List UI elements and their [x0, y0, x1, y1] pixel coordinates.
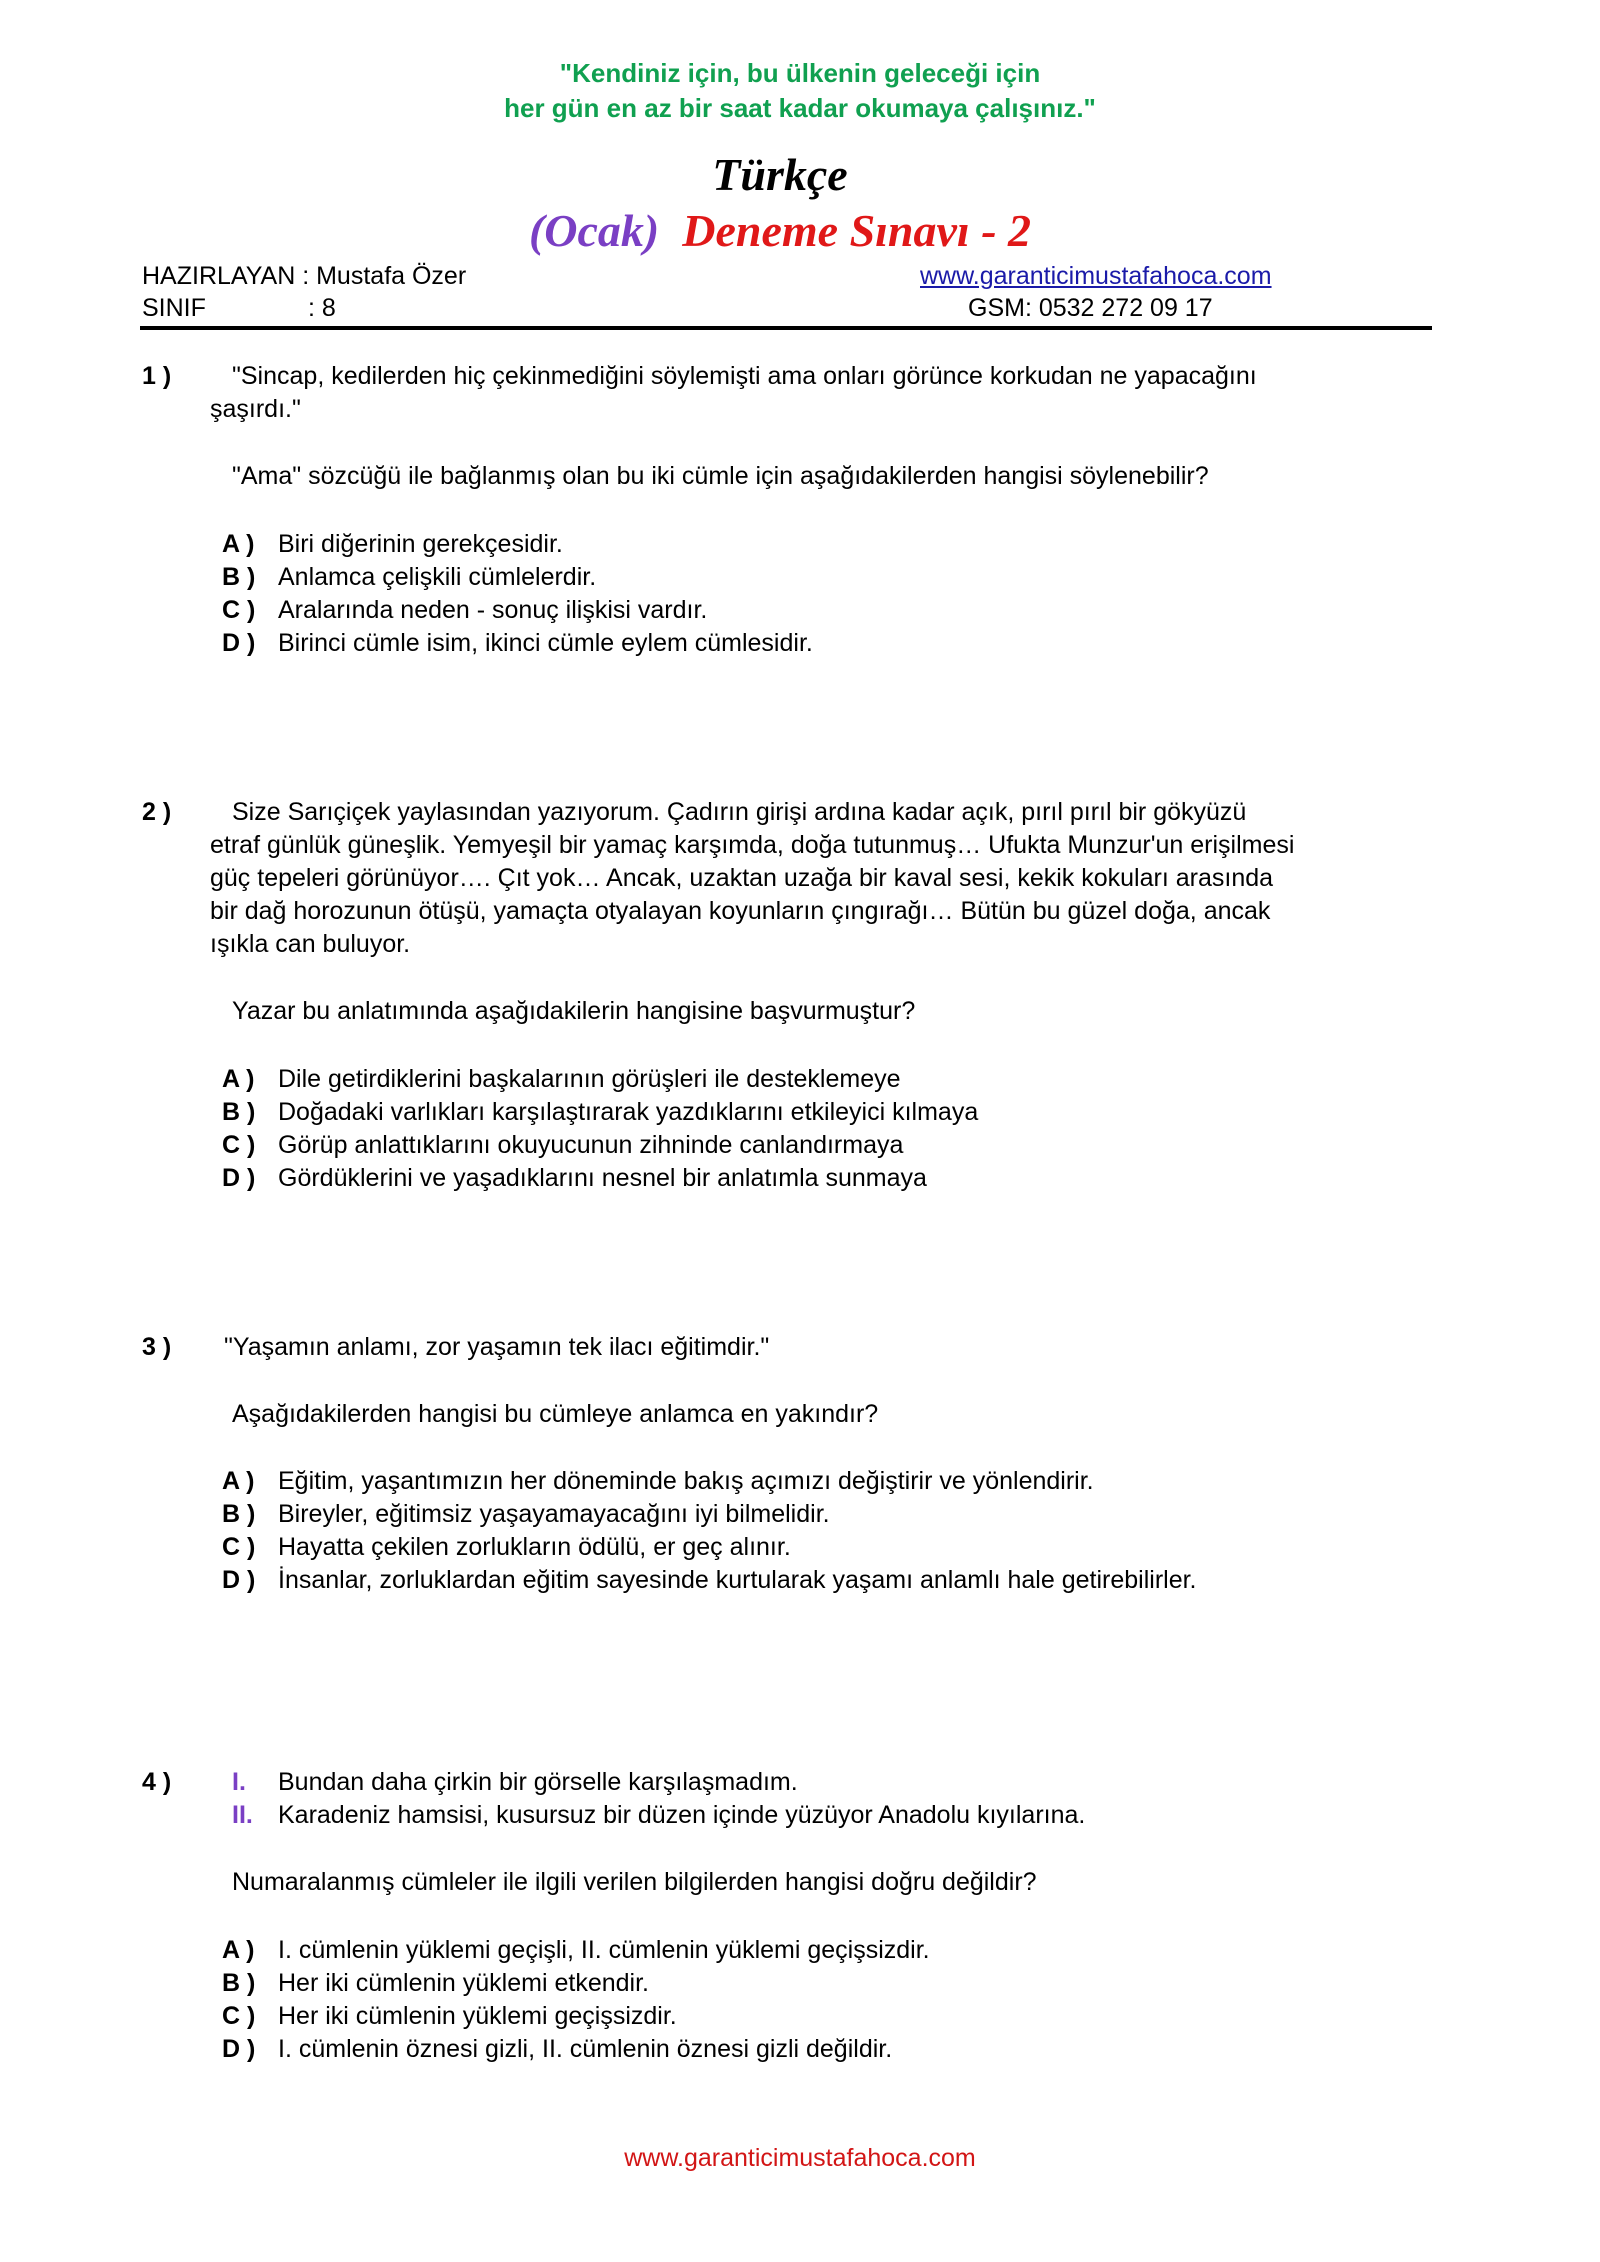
- question-3-number: 3 ): [142, 1333, 172, 1361]
- question-3-option-a[interactable]: Eğitim, yaşantımızın her döneminde bakış açımızı değiştirir ve yönlendirir.: [278, 1467, 1094, 1495]
- question-3-prompt: Aşağıdakilerden hangisi bu cümleye anlamca en yakındır?: [232, 1400, 879, 1428]
- question-2-prompt: Yazar bu anlatımında aşağıdakilerin hangisine başvurmuştur?: [232, 997, 916, 1025]
- question-4-option-label: B ): [222, 1969, 256, 1997]
- question-1-option-b[interactable]: Anlamca çelişkili cümlelerdir.: [278, 563, 597, 591]
- question-2-text-line: ışıkla can buluyor.: [210, 930, 411, 958]
- question-4-option-c[interactable]: Her iki cümlenin yüklemi geçişsizdir.: [278, 2002, 677, 2030]
- motto-line-1: "Kendiniz için, bu ülkenin geleceği için: [559, 58, 1041, 88]
- question-1-option-label: B ): [222, 563, 256, 591]
- question-4-statement-2: Karadeniz hamsisi, kusursuz bir düzen içinde yüzüyor Anadolu kıyılarına.: [278, 1801, 1086, 1829]
- question-2-option-label: A ): [222, 1065, 255, 1093]
- question-1-option-label: C ): [222, 596, 256, 624]
- question-3-option-c[interactable]: Hayatta çekilen zorlukların ödülü, er geç alınır.: [278, 1533, 791, 1561]
- question-2-text-line: bir dağ horozunun ötüşü, yamaçta otyalayan koyunların çıngırağı… Bütün bu güzel doğa, ancak: [210, 897, 1271, 925]
- question-2-option-c[interactable]: Görüp anlattıklarını okuyucunun zihninde canlandırmaya: [278, 1131, 904, 1159]
- question-2-option-label: D ): [222, 1164, 256, 1192]
- title-subject: Türkçe: [712, 149, 848, 200]
- question-3-option-label: A ): [222, 1467, 255, 1495]
- question-4-roman-label: II.: [232, 1801, 253, 1829]
- question-1-option-a[interactable]: Biri diğerinin gerekçesidir.: [278, 530, 563, 558]
- question-1-option-label: A ): [222, 530, 255, 558]
- question-1-prompt: "Ama" sözcüğü ile bağlanmış olan bu iki cümle için aşağıdakilerden hangisi söylenebilir?: [232, 462, 1209, 490]
- question-4-option-label: D ): [222, 2035, 256, 2063]
- title-month: (Ocak): [528, 205, 660, 256]
- question-2-option-a[interactable]: Dile getirdiklerini başkalarının görüşleri ile desteklemeye: [278, 1065, 901, 1093]
- question-1-option-d[interactable]: Birinci cümle isim, ikinci cümle eylem cümlesidir.: [278, 629, 813, 657]
- question-4-option-b[interactable]: Her iki cümlenin yüklemi etkendir.: [278, 1969, 649, 1997]
- question-1-text-line: şaşırdı.": [210, 395, 301, 423]
- question-4-option-label: C ): [222, 2002, 256, 2030]
- question-1-option-c[interactable]: Aralarında neden - sonuç ilişkisi vardır.: [278, 596, 708, 624]
- website-link[interactable]: www.garanticimustafahoca.com: [920, 262, 1272, 290]
- question-4-option-label: A ): [222, 1936, 255, 1964]
- question-2-text-line: güç tepeleri görünüyor…. Çıt yok… Ancak, uzaktan uzağa bir kaval sesi, kekik kokuları arasında: [210, 864, 1274, 892]
- question-2-number: 2 ): [142, 798, 172, 826]
- question-1-number: 1 ): [142, 362, 172, 390]
- question-3-option-label: D ): [222, 1566, 256, 1594]
- motto-line-2: her gün en az bir saat kadar okumaya çalışınız.": [504, 93, 1096, 123]
- question-4-number: 4 ): [142, 1768, 172, 1796]
- question-2-option-label: B ): [222, 1098, 256, 1126]
- title-exam-name: Deneme Sınavı - 2: [682, 205, 1032, 256]
- question-3-option-label: B ): [222, 1500, 256, 1528]
- question-2-text-line: etraf günlük güneşlik. Yemyeşil bir yamaç karşımda, doğa tutunmuş… Ufukta Munzur'un erişilmesi: [210, 831, 1295, 859]
- question-4-roman-label: I.: [232, 1768, 246, 1796]
- question-3-option-b[interactable]: Bireyler, eğitimsiz yaşayamayacağını iyi bilmelidir.: [278, 1500, 830, 1528]
- question-3-option-d[interactable]: İnsanlar, zorluklardan eğitim sayesinde kurtularak yaşamı anlamlı hale getirebilirler.: [278, 1566, 1197, 1594]
- question-4-statement-1: Bundan daha çirkin bir görselle karşılaşmadım.: [278, 1768, 798, 1796]
- question-2-option-d[interactable]: Gördüklerini ve yaşadıklarını nesnel bir anlatımla sunmaya: [278, 1164, 927, 1192]
- question-4-option-d[interactable]: I. cümlenin öznesi gizli, II. cümlenin öznesi gizli değildir.: [278, 2035, 893, 2063]
- author-label: HAZIRLAYAN : Mustafa Özer: [142, 262, 467, 290]
- question-3-text-line: "Yaşamın anlamı, zor yaşamın tek ilacı eğitimdir.": [224, 1333, 770, 1361]
- footer-website[interactable]: www.garanticimustafahoca.com: [624, 2144, 976, 2172]
- question-2-option-label: C ): [222, 1131, 256, 1159]
- title-exam: [0, 204, 1560, 257]
- question-1-text-line: "Sincap, kedilerden hiç çekinmediğini söylemişti ama onları görünce korkudan ne yapacağını: [232, 362, 1257, 390]
- question-1-option-label: D ): [222, 629, 256, 657]
- header-divider: [140, 326, 1432, 330]
- class-value: : 8: [308, 294, 336, 322]
- question-2-text-line: Size Sarıçiçek yaylasından yazıyorum. Çadırın girişi ardına kadar açık, pırıl pırıl bir gökyüzü: [232, 798, 1247, 826]
- question-3-option-label: C ): [222, 1533, 256, 1561]
- question-4-option-a[interactable]: I. cümlenin yüklemi geçişli, II. cümlenin yüklemi geçişsizdir.: [278, 1936, 930, 1964]
- gsm-number: GSM: 0532 272 09 17: [968, 294, 1213, 322]
- question-2-option-b[interactable]: Doğadaki varlıkları karşılaştırarak yazdıklarını etkileyici kılmaya: [278, 1098, 979, 1126]
- question-4-prompt: Numaralanmış cümleler ile ilgili verilen bilgilerden hangisi doğru değildir?: [232, 1868, 1037, 1896]
- class-label: SINIF: [142, 294, 206, 322]
